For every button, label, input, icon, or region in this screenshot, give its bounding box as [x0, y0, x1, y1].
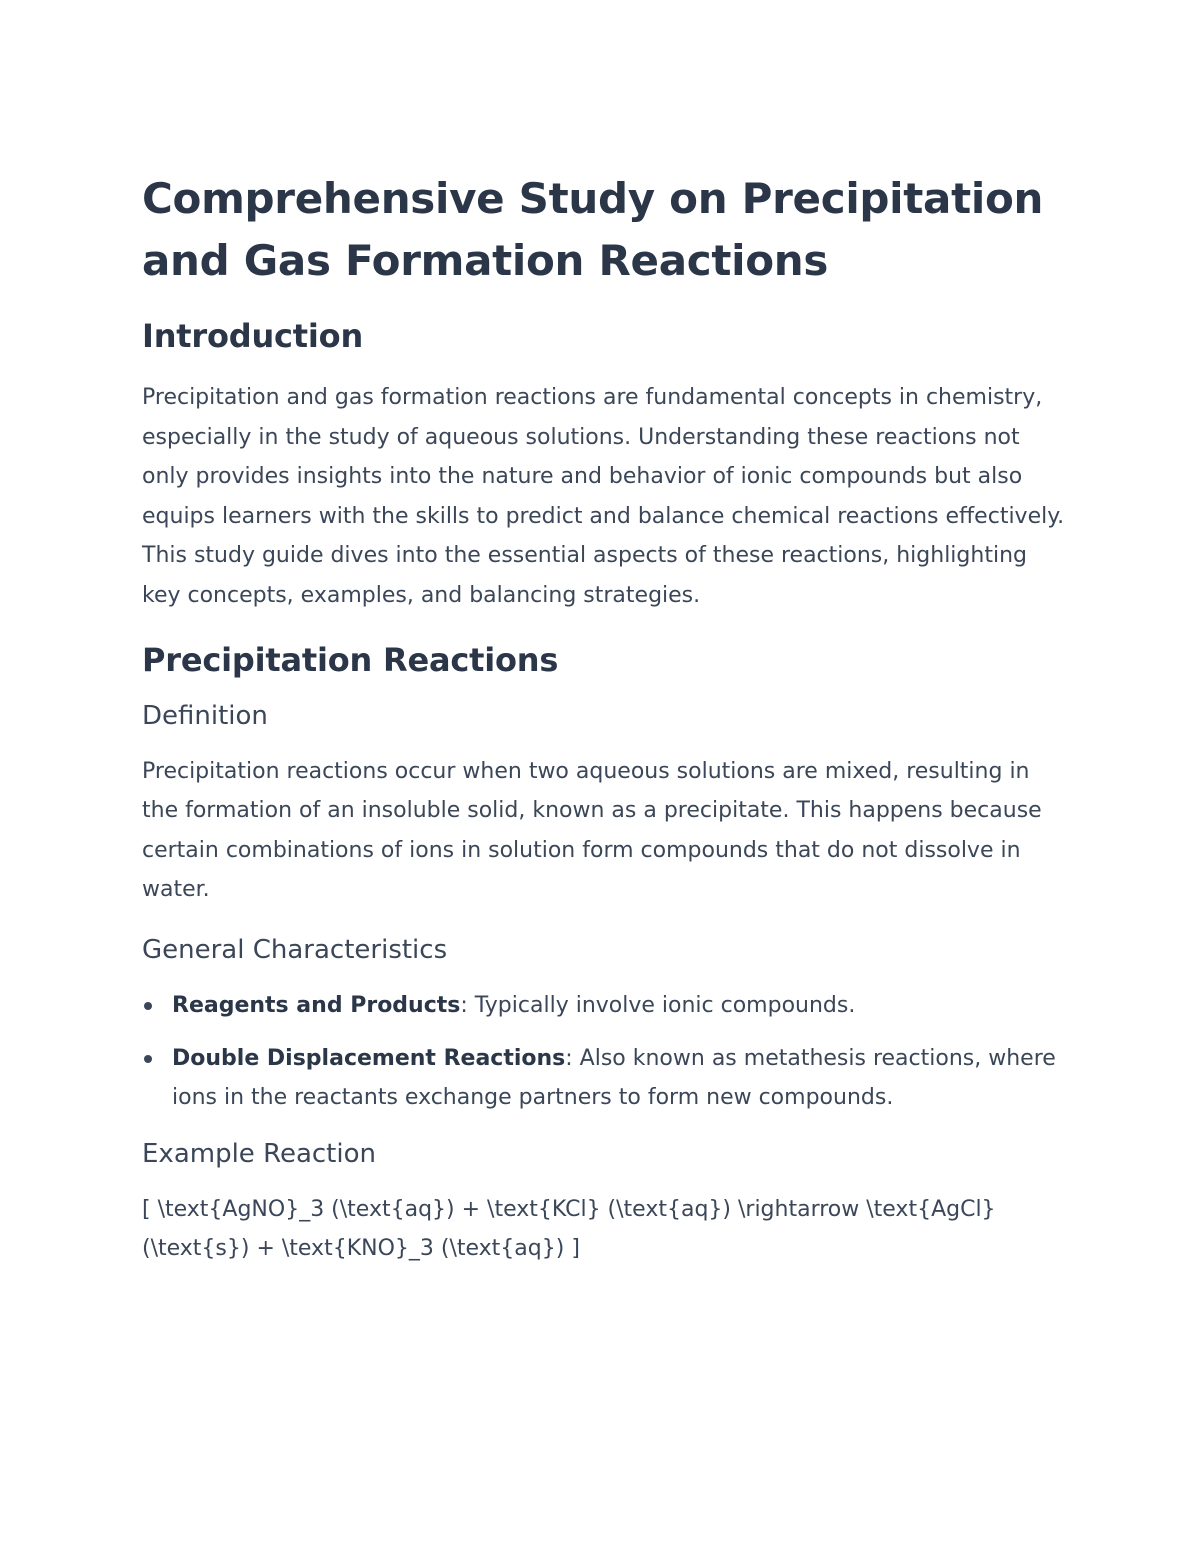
definition-heading: Definition [142, 700, 268, 731]
document-page [142, 168, 1072, 1269]
precipitation-heading: Precipitation Reactions [142, 640, 559, 679]
introduction-paragraph: Precipitation and gas formation reactions are fundamental concepts in chemistry, especially in the study of aqueous solutions. Understanding these reactions not only provides insights into the nature and behavior of ionic compounds but also equips learners with the skills to predict and balance chemical reactions effectively. This study guide dives into the essential aspects of these reactions, highlighting key concepts, examples, and balancing strategies. [142, 385, 1065, 608]
document-title: Comprehensive Study on Precipitation and Gas Formation Reactions [142, 174, 1044, 285]
list-item-text: : Also known as metathesis reactions, where ions in the reactants exchange partners to form new compounds. [172, 1045, 1056, 1111]
bullet-icon [144, 1002, 152, 1010]
list-item-term: Double Displacement Reactions [172, 1045, 566, 1071]
list-item [142, 986, 1072, 1026]
definition-paragraph: Precipitation reactions occur when two aqueous solutions are mixed, resulting in the formation of an insoluble solid, known as a precipitate. This happens because certain combinations of ions in solution form compounds that do not dissolve in water. [142, 758, 1042, 903]
example-equation: [ \text{AgNO}_3 (\text{aq}) + \text{KCl} (\text{aq}) \rightarrow \text{AgCl} (\text{s}) + \text{KNO}_3 (\text{aq}) ] [142, 1196, 996, 1262]
introduction-heading: Introduction [142, 317, 364, 355]
list-item-term: Reagents and Products [172, 992, 461, 1018]
example-heading: Example Reaction [142, 1138, 376, 1169]
characteristics-list [142, 986, 1072, 1118]
characteristics-heading: General Characteristics [142, 934, 448, 965]
list-item-text: : Typically involve ionic compounds. [460, 992, 856, 1018]
bullet-icon [144, 1055, 152, 1063]
list-item [142, 1039, 1072, 1118]
